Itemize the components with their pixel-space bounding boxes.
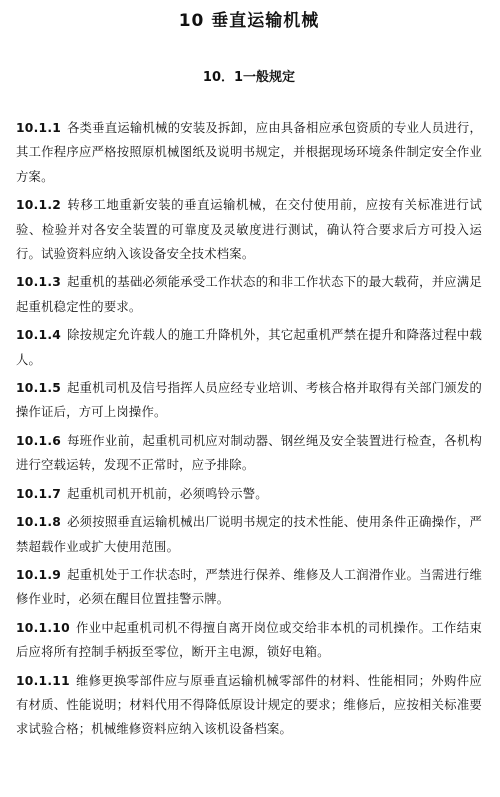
clause-10-1-2 [16,193,482,266]
clause-number: 10.1.11 [16,673,70,688]
clause-number: 10.1.9 [16,567,62,582]
section-title: 10．1一般规定 [202,70,296,85]
clause-10-1-10 [16,616,482,665]
clause-10-1-8 [16,510,482,559]
clause-number: 10.1.6 [16,433,62,448]
clause-text: 各类垂直运输机械的安装及拆卸，应由具备相应承包资质的专业人员进行，其工作程序应严格按照原机械图纸及说明书规定，并根据现场环境条件制定安全作业方案。 [16,121,482,184]
chapter-title: 10 垂直运输机械 [178,11,320,31]
clause-text: 起重机的基础必须能承受工作状态的和非工作状态下的最大载荷，并应满足起重机稳定性的要求。 [16,275,482,314]
clause-10-1-7 [16,482,482,506]
clause-text: 起重机司机开机前，必须鸣铃示警。 [67,486,268,501]
clause-number: 10.1.10 [16,620,70,635]
clause-text: 维修更换零部件应与原垂直运输机械零部件的材料、性能相同；外购件应有材质、性能说明；材料代用不得降低原设计规定的要求；维修后，应按相关标准要求试验合格；机械维修资料应纳入该机设备档案。 [16,673,482,737]
clause-text: 转移工地重新安装的垂直运输机械，在交付使用前，应按有关标准进行试验、检验并对各安全装置的可靠度及灵敏度进行测试，确认符合要求后方可投入运行。试验资料应纳入该设备安全技术档案。 [16,198,482,262]
clause-text: 起重机处于工作状态时，严禁进行保养、维修及人工润滑作业。当需进行维修作业时，必须在醒目位置挂警示牌。 [16,567,482,607]
clause-text: 每班作业前，起重机司机应对制动器、钢丝绳及安全装置进行检查，各机构进行空载运转，发现不正常时，应予排除。 [16,433,482,473]
clause-10-1-5 [16,376,482,425]
clause-10-1-6 [16,429,482,478]
clause-10-1-4 [16,323,482,372]
clause-number: 10.1.7 [16,486,62,501]
clause-number: 10.1.2 [16,198,62,213]
clause-text: 作业中起重机司机不得擅自离开岗位或交给非本机的司机操作。工作结束后应将所有控制手柄扳至零位，断开主电源，锁好电箱。 [16,620,482,660]
clause-10-1-1 [16,116,482,189]
clause-number: 10.1.1 [16,121,62,135]
clause-number: 10.1.3 [16,275,62,290]
clause-10-1-3 [16,270,482,319]
clause-list [16,116,482,742]
clause-10-1-9 [16,563,482,612]
clause-text: 必须按照垂直运输机械出厂说明书规定的技术性能、使用条件正确操作，严禁超载作业或扩大使用范围。 [16,515,482,554]
clause-number: 10.1.4 [16,328,62,343]
clause-text: 起重机司机及信号指挥人员应经专业培训、考核合格并取得有关部门颁发的操作证后，方可上岗操作。 [16,381,482,420]
clause-number: 10.1.8 [16,515,62,530]
clause-number: 10.1.5 [16,381,62,396]
clause-10-1-11 [16,669,482,742]
clause-text: 除按规定允许载人的施工升降机外，其它起重机严禁在提升和降落过程中载人。 [16,328,482,367]
